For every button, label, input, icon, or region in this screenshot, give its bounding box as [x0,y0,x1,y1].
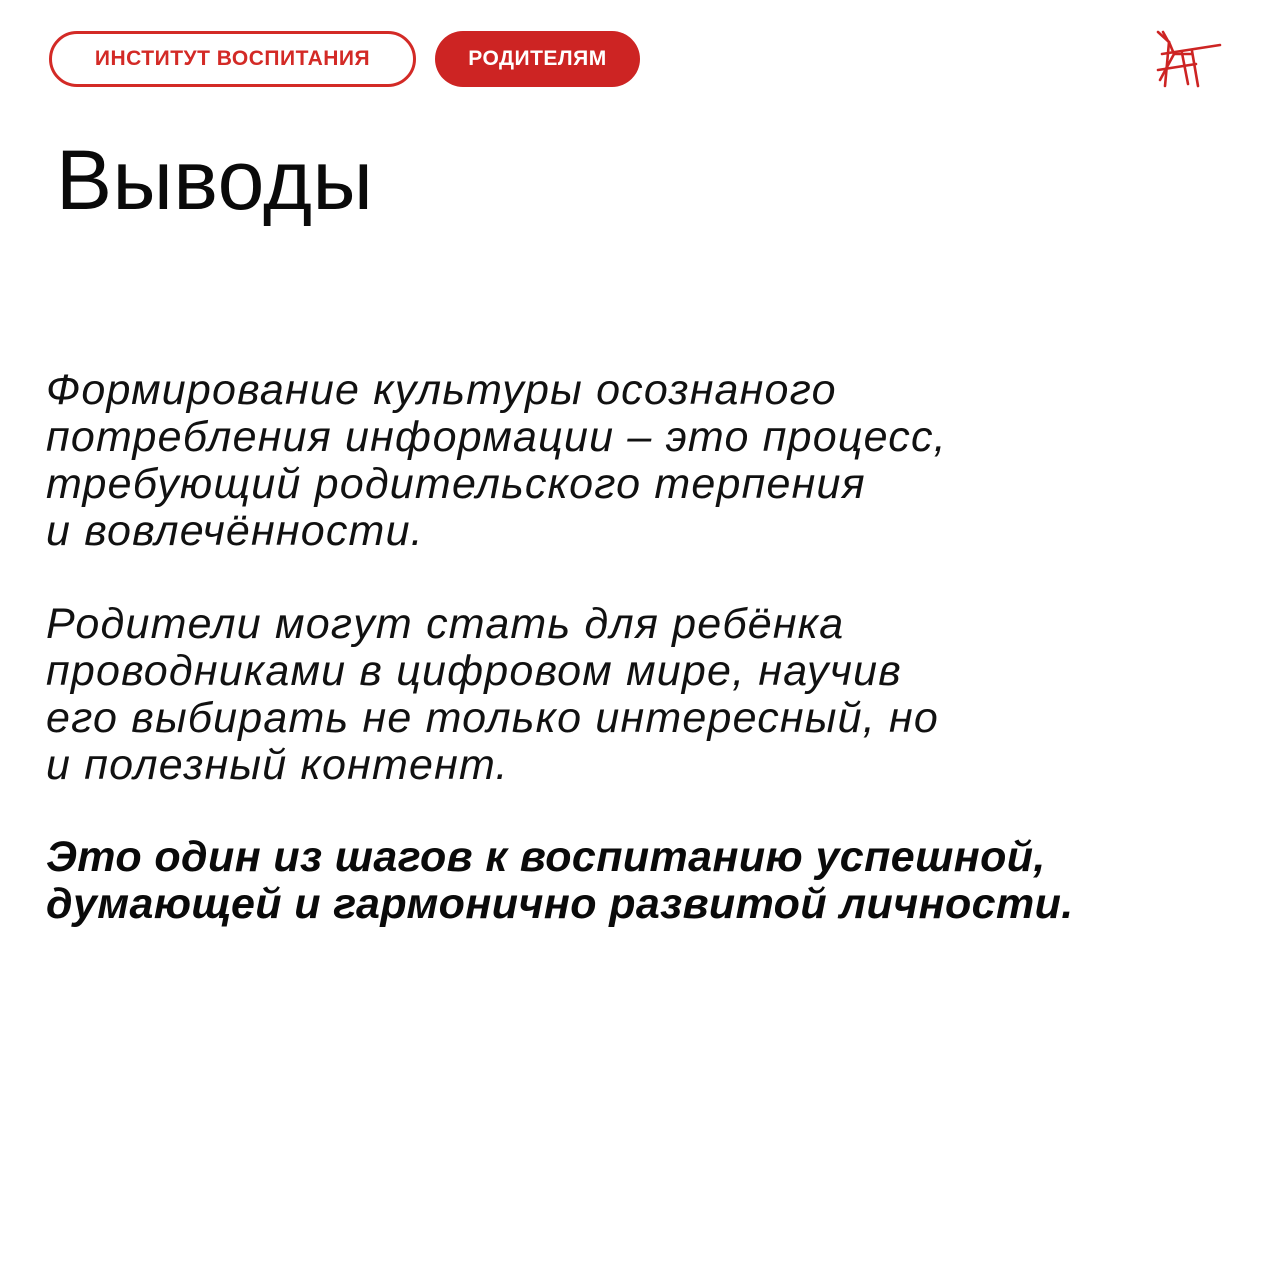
institute-tag [49,31,416,87]
page-title: Выводы [56,133,374,227]
conclusion-text: Это один из шагов к воспитанию успешной, думающей и гармонично развитой личности. [46,833,1074,928]
paragraph-culture: Формирование культуры осознаного потребления информации – это процесс, требующий родительского терпения и вовлечённости. [46,366,947,555]
paragraph-parents: Родители могут стать для ребёнка проводниками в цифровом мире, научив его выбирать не только интересный, но и полезный контент. [46,600,939,789]
parents-tag-label: РОДИТЕЛЯМ [468,47,607,70]
parents-tag [435,31,640,87]
institute-tag-label: ИНСТИТУТ ВОСПИТАНИЯ [94,47,371,70]
horse-logo-icon [1152,28,1224,90]
